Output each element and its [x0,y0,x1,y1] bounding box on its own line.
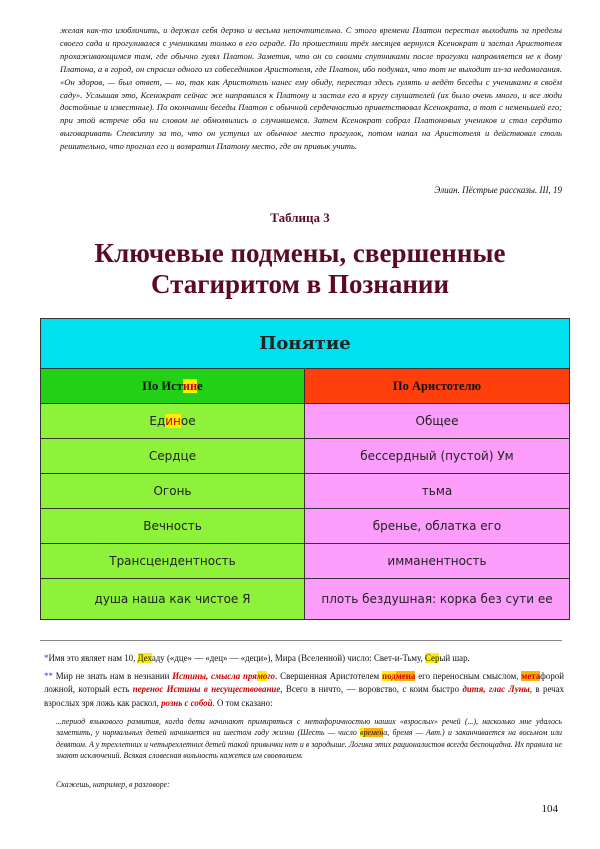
table-cell-left: Огонь [41,474,305,509]
footnote-marker: * [44,653,49,663]
column-right-header: По Аристотелю [305,369,570,404]
fn-text: . О том сказано: [212,697,273,708]
fn-text: , в речах взрослых зря ложь как раскол, [44,684,565,708]
table-cell-left: Трансцендентность [41,544,305,579]
table-cell-right: тьма [305,474,570,509]
fn-text: ый шар. [439,653,470,663]
fn-emphasis: го [267,671,276,681]
table-header: Понятие [41,319,570,369]
fn-text: форой ложной, который есть [44,671,564,695]
table-cell-left: Вечность [41,509,305,544]
fn-emphasis: дитя, глас Луны [462,684,530,695]
fn-text: его переносным смыслом, [415,671,522,681]
table-cell-right: бессердный (пустой) Ум [305,439,570,474]
cell-left-post: ое [180,414,196,428]
footnote-divider [40,640,562,641]
title-line-2: Стагиритом в Познании [150,269,450,299]
fn-highlight: Дех [137,653,152,663]
footnote-1 [44,652,564,665]
closing-line: Скажешь, например, в разговоре: [56,780,170,789]
footnote-2 [44,670,564,710]
quote-source: Элиан. Пёстрые рассказы. III, 19 [434,185,562,195]
column-left-header [41,369,305,404]
footnote-marker: ** [44,671,53,681]
fn-text: . Свершенная Аристотелем [275,671,383,681]
inner-quote [56,716,562,761]
page-number: 104 [541,803,558,815]
table-label: Таблица 3 [270,210,330,225]
fn-emphasis: перенос Истины в несуществование [132,684,281,695]
fn-text: Мир не знать нам в незнании [52,671,173,681]
table-cell-left: душа наша как чистое Я [41,579,305,620]
fn-highlight: мо [256,671,268,681]
fn-highlight: мета [521,671,541,681]
inner-highlight: ремен [363,728,384,738]
substitutions-table [40,318,570,620]
table-cell-left [41,404,305,439]
fn-text: Имя это являет нам 10, [48,653,138,663]
table-cell-right: бренье, облатка его [305,509,570,544]
column-left-pre: По Ист [142,378,183,393]
title-line-1: Ключевые подмены, свершенные [94,238,506,268]
fn-highlight: под [382,671,396,681]
fn-emphasis: Истины, смысла пря [172,671,257,681]
page-title [0,238,600,300]
inner-text: а, бремя — Авт.) и заканчивается на восьмом или девятом. А у трехлетних и четырехлетних детей такой привычки нет и в зародыше. Логика этих рационалистов всегда беспощадна. Их правила не знают исключений. Всякая словесная вольность кажется им своеволием. [56,728,562,760]
inner-text: ...период языкового развития, когда дети начинают примиряться с метафоричностью наших «взрослых» речей (...), насколько мне удалось заметить, у нормальных детей начинается на шестом году жизни (Шесть — число [56,717,562,738]
table-cell-left: Сердце [41,439,305,474]
fn-highlight: Сер [425,653,440,663]
cell-left-highlight: ин [165,414,181,428]
fn-emphasis: рознь с собой [161,697,213,708]
epigraph-quote: желая как-то изобличить, и держал себя дерзко и весьма непочтительно. С этого времени Платон перестал выходить за пределы своего сада и прогуливался с учениками только в его ограде. По прошествии трёх месяцев вернулся Ксенократ и застал Аристотеля прохаживающимся там, где обычно гулял Платон. Заметив, что он со своими спутниками после прогулки направляется не к дому Платона, а в город, он спросил одного из собеседников Аристотеля, где Платон, ибо подумал, что тот не выходит из-за недомогания. «Он здоров, — был ответ, — но, так как Аристотель нанес ему обиду, перестал здесь гулять и ведёт беседы с учениками в своём саду». Услышав это, Ксенократ сейчас же направился к Платону и застал его в кругу слушателей (их было очень много, и все люди достойные и известные). По окончании беседы Платон с обычной сердечностью приветствовал Ксенократа, а тот с неменьшей его; при этой встрече оба ни словом не обмолвились о случившемся. Затем Ксенократ собрал Платоновых учеников и стал сердито выговаривать Спевсиппу за то, что он уступил их обычное место прогулок, потом напал на Аристотеля и действовал столь решительно, что прогнал его и возвратил Платону место, где он привык учить. [60,25,562,152]
column-left-post: е [197,378,203,393]
fn-text: аду («дце» — «дец» — «деци»), Мира (Вселенной) число: Свет-и-Тьму, [151,653,425,663]
table-cell-right: имманентность [305,544,570,579]
cell-left-pre: Ед [149,414,166,428]
table-cell-right: плоть бездушная: корка без сути ее [305,579,570,620]
column-left-highlight: ин [182,378,198,393]
inner-highlight: в [360,728,364,738]
fn-highlight: мена [395,671,416,681]
fn-text: , Всего в ничто, — воровство, с коим быстро [280,684,463,695]
table-cell-right: Общее [305,404,570,439]
